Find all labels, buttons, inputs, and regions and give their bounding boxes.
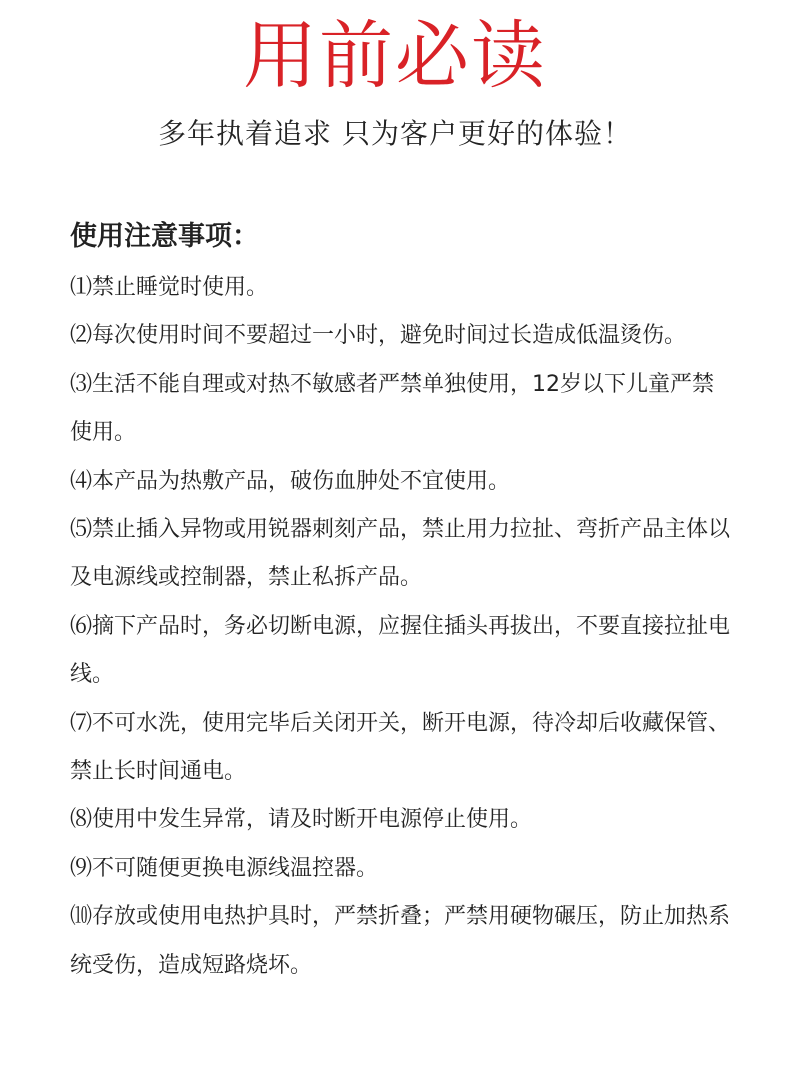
usage-note-5: ⑸禁止插入异物或用锐器刺刻产品，禁止用力拉扯、弯折产品主体以及电源线或控制器，禁止私拆产品。 — [70, 517, 731, 591]
usage-note-1: ⑴禁止睡觉时使用。 — [70, 275, 269, 300]
usage-note-2: ⑵每次使用时间不要超过一小时，避免时间过长造成低温烫伤。 — [70, 323, 687, 349]
usage-note-4: ⑷本产品为热敷产品，破伤血肿处不宜使用。 — [70, 468, 511, 494]
usage-notes-list — [70, 264, 735, 990]
usage-note-10: ⑽存放或使用电热护具时，严禁折叠；严禁用硬物碾压，防止加热系统受伤，造成短路烧坏。 — [70, 904, 731, 978]
usage-note-3: ⑶生活不能自理或对热不敏感者严禁单独使用，12岁以下儿童严禁使用。 — [70, 371, 714, 446]
usage-notes-heading: 使用注意事项： — [70, 221, 259, 252]
usage-note-6: ⑹摘下产品时，务必切断电源，应握住插头再拔出，不要直接拉扯电线。 — [70, 613, 731, 688]
usage-note-7: ⑺不可水洗，使用完毕后关闭开关，断开电源，待冷却后收藏保管、禁止长时间通电。 — [70, 710, 731, 785]
usage-note-9: ⑼不可随便更换电源线温控器。 — [70, 855, 379, 881]
usage-note-8: ⑻使用中发生异常，请及时断开电源停止使用。 — [70, 807, 533, 833]
page-subtitle: 多年执着追求 只为客户更好的体验！ — [158, 117, 632, 150]
page-title: 用前必读 — [243, 13, 547, 99]
